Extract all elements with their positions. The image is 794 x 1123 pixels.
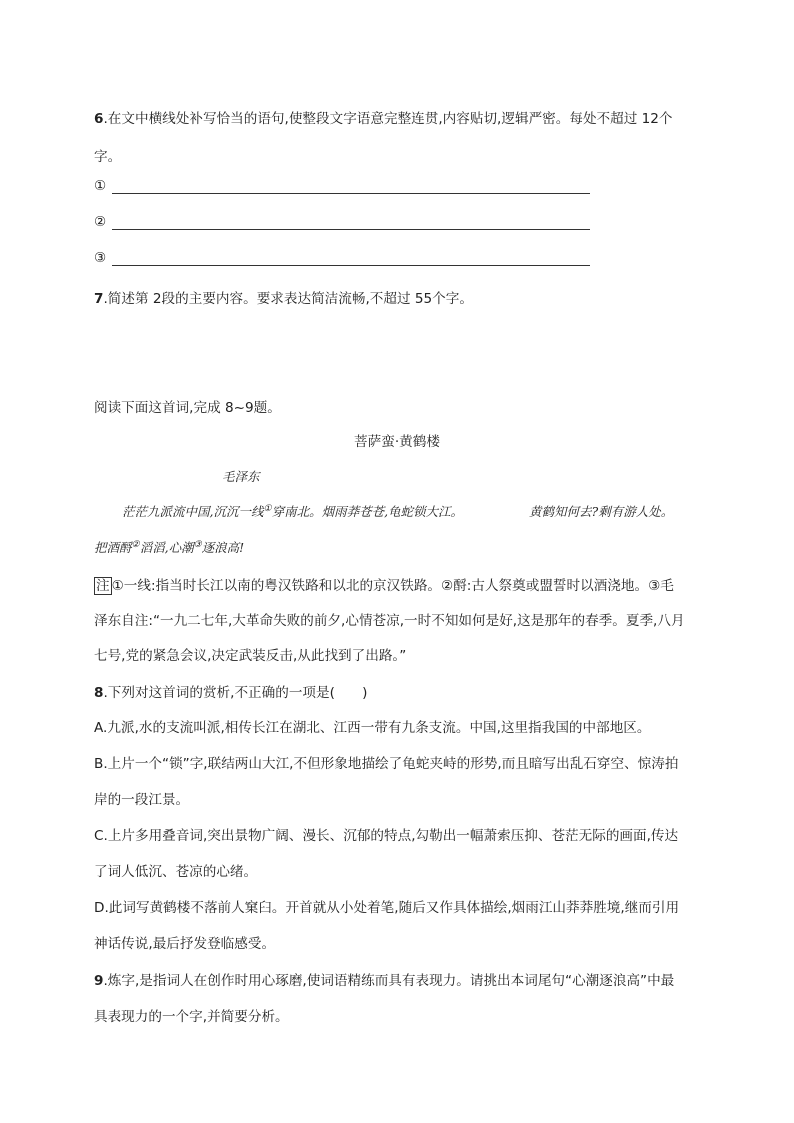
- poem-title: 菩萨蛮·黄鹤楼: [354, 434, 440, 450]
- note-line-2: 泽东自注:“一九二七年,大革命失败的前夕,心情苍凉,一时不知如何是好,这是那年的春季。夏季,八月: [94, 613, 685, 629]
- q9-stem-line2: 具表现力的一个字,并简要分析。: [94, 1009, 289, 1025]
- q6-blank-2-label: ②: [94, 214, 107, 230]
- q8-number: 8: [94, 685, 104, 701]
- q6-answer-blank-2[interactable]: [112, 214, 590, 230]
- q8-option-d-line2: 神话传说,最后抒发登临感受。: [94, 936, 276, 952]
- q6-blank-3-label: ③: [94, 250, 107, 266]
- poem-line-2: 把酒酹②滔滔,心潮③逐浪高!: [94, 539, 245, 555]
- q9-number: 9: [94, 973, 104, 989]
- q6-stem-line1: 6.在文中横线处补写恰当的语句,使整段文字语意完整连贯,内容贴切,逻辑严密。每处不超过 12个: [94, 111, 673, 127]
- note-line-1: 注 ①一线:指当时长江以南的粤汉铁路和以北的京汉铁路。②酹:古人祭奠或盟誓时以酒浇地。③毛: [96, 578, 674, 594]
- q8-stem: 8.下列对这首词的赏析,不正确的一项是( ): [94, 685, 368, 701]
- poem-line-1-second: 黄鹤知何去?剩有游人处。: [529, 504, 674, 519]
- q6-answer-blank-3[interactable]: [112, 250, 590, 266]
- q6-blank-1-label: ①: [94, 178, 107, 194]
- q6-number: 6: [94, 111, 104, 127]
- poem-author: 毛泽东: [222, 469, 260, 484]
- note-label-box: 注: [96, 578, 110, 594]
- q8-option-c-line1: C.上片多用叠音词,突出景物广阔、漫长、沉郁的特点,勾勒出一幅萧索压抑、苍茫无际的画面,传达: [94, 828, 679, 844]
- q8-option-d-line1: D.此词写黄鹤楼不落前人窠臼。开首就从小处着笔,随后又作具体描绘,烟雨江山莽莽胜境,继而引用: [94, 900, 680, 916]
- q8-option-b-line2: 岸的一段江景。: [94, 792, 190, 808]
- q6-stem-line2: 字。: [94, 149, 122, 165]
- note-line-3: 七号,党的紧急会议,决定武装反击,从此找到了出路。”: [94, 648, 407, 664]
- q7-number: 7: [94, 291, 104, 307]
- reading-intro: 阅读下面这首词,完成 8~9题。: [94, 400, 281, 416]
- q8-option-a: A.九派,水的支流叫派,相传长江在湖北、江西一带有九条支流。中国,这里指我国的中部地区。: [94, 720, 651, 736]
- q9-stem-line1: 9.炼字,是指词人在创作时用心琢磨,使词语精练而具有表现力。请挑出本词尾句“心潮逐浪高”中最: [94, 973, 675, 989]
- footnote-mark-3: ③: [193, 539, 202, 550]
- footnote-mark-1: ①: [263, 503, 272, 514]
- footnote-mark-2: ②: [131, 539, 140, 550]
- q8-option-b-line1: B.上片一个“锁”字,联结两山大江,不但形象地描绘了龟蛇夹峙的形势,而且暗写出乱石穿空、惊涛拍: [94, 756, 679, 772]
- q7-stem: 7.简述第 2段的主要内容。要求表达简洁流畅,不超过 55个字。: [94, 291, 473, 307]
- q6-answer-blank-1[interactable]: [112, 178, 590, 194]
- poem-line-1: 茫茫九派流中国,沉沉一线①穿南北。烟雨莽苍苍,龟蛇锁大江。: [122, 503, 464, 519]
- q8-option-c-line2: 了词人低沉、苍凉的心绪。: [94, 864, 258, 880]
